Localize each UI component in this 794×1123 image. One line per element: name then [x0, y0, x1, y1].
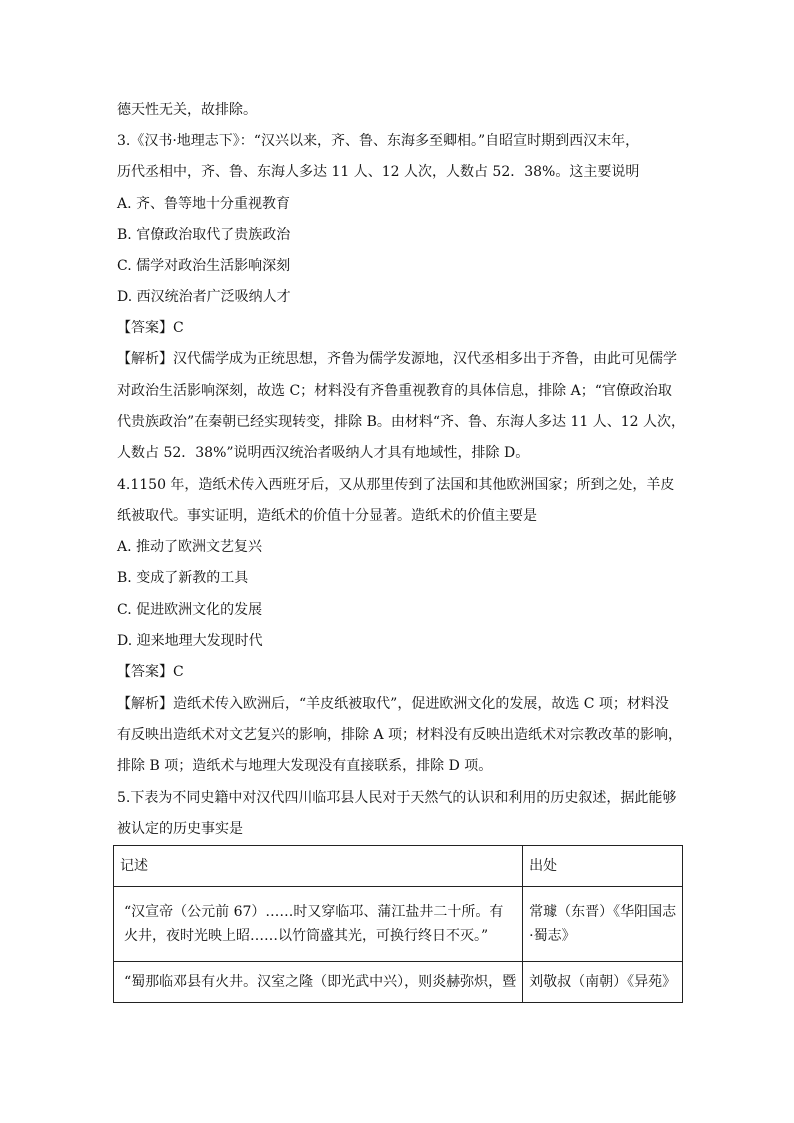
table-cell-record: “蜀那临邓县有火井。汉室之隆（即光武中兴），则炎赫弥炽，暨: [114, 962, 523, 1003]
question-5-stem: 5.下表为不同史籍中对汉代四川临邛县人民对于天然气的认识和利用的历史叙述，据此能够: [117, 790, 677, 806]
table-row: [114, 887, 683, 962]
analysis-line: 排除 B 项；造纸术与地理大发现没有直接联系，排除 D 项。: [117, 758, 493, 774]
answer-line: 【答案】C: [117, 664, 184, 680]
header-cell-source: 出处: [523, 846, 683, 887]
analysis-line: 有反映出造纸术对文艺复兴的影响，排除 A 项；材料没有反映出造纸术对宗教改革的影响，: [117, 727, 683, 743]
option-d: D. 西汉统治者广泛吸纳人才: [117, 289, 291, 305]
table-header-row: [114, 846, 683, 887]
question-3-stem: 3.《汉书·地理志下》：“汉兴以来，齐、鲁、东海多至卿相。”自昭宣时期到西汉末年，: [117, 133, 640, 149]
question-3-stem: 历代丞相中，齐、鲁、东海人多达 11 人、12 人次，人数占 52．38%。这主要说明: [117, 164, 640, 180]
option-c: C. 促进欧洲文化的发展: [117, 602, 263, 618]
option-b: B. 变成了新教的工具: [117, 570, 249, 586]
text-line: 德天性无关，故排除。: [117, 102, 257, 118]
question-4-stem: 纸被取代。事实证明，造纸术的价值十分显著。造纸术的价值主要是: [117, 508, 537, 524]
table-cell-source: 常璩（东晋）《华阳国志·蜀志》: [523, 887, 683, 962]
option-a: A. 推动了欧洲文艺复兴: [117, 539, 263, 555]
analysis-line: 人数占 52．38%”说明西汉统治者吸纳人才具有地域性，排除 D。: [117, 445, 530, 461]
table-cell-source: 刘敬叔（南朝）《异苑》: [523, 962, 683, 1003]
analysis-line: 对政治生活影响深刻，故选 C；材料没有齐鲁重视教育的具体信息，排除 A；“官僚政治取: [117, 383, 672, 399]
table-row: [114, 962, 683, 1003]
table-cell-record: “汉宣帝（公元前 67）……时又穿临邛、蒲江盐井二十所。有火井，夜时光映上昭……以竹筒盛其光，可换行终日不灭。”: [114, 887, 523, 962]
analysis-line: 【解析】汉代儒学成为正统思想，齐鲁为儒学发源地，汉代丞相多出于齐鲁，由此可见儒学: [117, 351, 677, 367]
option-a: A. 齐、鲁等地十分重视教育: [117, 196, 291, 212]
option-d: D. 迎来地理大发现时代: [117, 633, 263, 649]
answer-line: 【答案】C: [117, 320, 184, 336]
source-table: [113, 845, 683, 1003]
header-cell-record: 记述: [114, 846, 523, 887]
question-5-stem: 被认定的历史事实是: [117, 821, 243, 837]
question-4-stem: 4.1150 年，造纸术传入西班牙后，又从那里传到了法国和其他欧洲国家；所到之处，羊皮: [117, 477, 675, 493]
analysis-line: 【解析】造纸术传入欧洲后，“羊皮纸被取代”，促进欧洲文化的发展，故选 C 项；材料没: [117, 696, 669, 712]
option-b: B. 官僚政治取代了贵族政治: [117, 227, 291, 243]
analysis-line: 代贵族政治”在秦朝已经实现转变，排除 B。由材料“齐、鲁、东海人多达 11 人、12 人次，: [117, 414, 686, 430]
option-c: C. 儒学对政治生活影响深刻: [117, 258, 291, 274]
